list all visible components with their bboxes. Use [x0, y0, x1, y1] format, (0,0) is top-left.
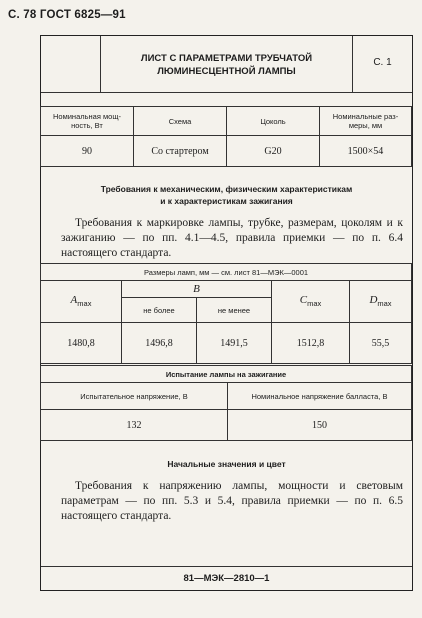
value-test-voltage: 132: [41, 410, 228, 441]
sheet-page-label: С. 1: [353, 36, 412, 93]
c-subscript: max: [307, 299, 322, 309]
header-scheme: Схема: [134, 107, 227, 136]
table-header-row: [41, 107, 412, 136]
value-b-max: 1496,8: [122, 323, 197, 364]
sheet-title-line2: ЛЮМИНЕСЦЕНТНОЙ ЛАМПЫ: [157, 66, 296, 77]
header-c-max: [272, 281, 350, 323]
dimensions-table: [40, 263, 412, 364]
table-header-row: [41, 383, 412, 410]
table-row: [41, 410, 412, 441]
header-dimensions: Номинальные раз- меры, мм: [320, 107, 412, 136]
value-dimensions: 1500×54: [320, 136, 412, 167]
sheet-title: [100, 36, 353, 93]
table-row: [41, 323, 412, 364]
a-symbol: A: [70, 294, 78, 307]
value-b-min: 1491,5: [197, 323, 272, 364]
c-symbol: C: [299, 294, 308, 307]
table-caption-row: [41, 264, 412, 281]
header-base: Цоколь: [227, 107, 320, 136]
header-b-max: не более: [122, 298, 197, 323]
dimensions-caption: Размеры ламп, мм — см. лист 81—МЭК—0001: [41, 264, 412, 281]
header-ballast-voltage: Номинальное напряжение балласта, В: [228, 383, 412, 410]
header-a-max: [41, 281, 122, 323]
voltage-requirements-paragraph: Требования к напряжению лампы, мощности и световым параметрам — по пп. 5.3 и 5.4, правила приемки — по п. 6.5 настоящего стандарта.: [61, 480, 403, 522]
section-heading-initial-values: Начальные значения и цвет: [167, 459, 286, 469]
a-subscript: max: [77, 299, 92, 309]
page-header: С. 78 ГОСТ 6825—91: [8, 9, 126, 21]
value-c-max: 1512,8: [272, 323, 350, 364]
header-b: B: [122, 281, 272, 298]
value-a-max: 1480,8: [41, 323, 122, 364]
sheet-footer-code: 81—МЭК—2810—1: [41, 566, 412, 591]
d-subscript: max: [377, 299, 392, 309]
header-power: Номинальная мощ- ность, Вт: [41, 107, 134, 136]
lamp-parameters-table: [40, 106, 412, 167]
sheet-title-line1: ЛИСТ С ПАРАМЕТРАМИ ТРУБЧАТОЙ: [140, 53, 313, 64]
section-heading-line2: и к характеристикам зажигания: [160, 196, 293, 206]
ignition-caption: Испытание лампы на зажигание: [41, 366, 412, 383]
value-ballast-voltage: 150: [228, 410, 412, 441]
table-caption-row: [41, 366, 412, 383]
section-heading-line1: Требования к механическим, физическим характеристикам: [100, 184, 353, 194]
value-d-max: 55,5: [350, 323, 412, 364]
value-power: 90: [41, 136, 134, 167]
header-test-voltage: Испытательное напряжение, В: [41, 383, 228, 410]
ignition-test-table: [40, 365, 412, 441]
value-scheme: Со стартером: [134, 136, 227, 167]
value-base: G20: [227, 136, 320, 167]
parameter-sheet-frame: [40, 35, 413, 591]
header-d-max: [350, 281, 412, 323]
table-header-row: [41, 281, 412, 298]
d-symbol: D: [369, 294, 378, 307]
table-row: [41, 136, 412, 167]
header-b-min: не менее: [197, 298, 272, 323]
title-left-cell: [41, 36, 100, 93]
marking-requirements-paragraph: Требования к маркировке лампы, трубке, размерам, цоколям и к зажиганию — по пп. 4.1—4.5, правила приемки — по п. 6.4 настоящего стандарта.: [61, 217, 403, 259]
section-heading-mechanical: [41, 183, 412, 207]
